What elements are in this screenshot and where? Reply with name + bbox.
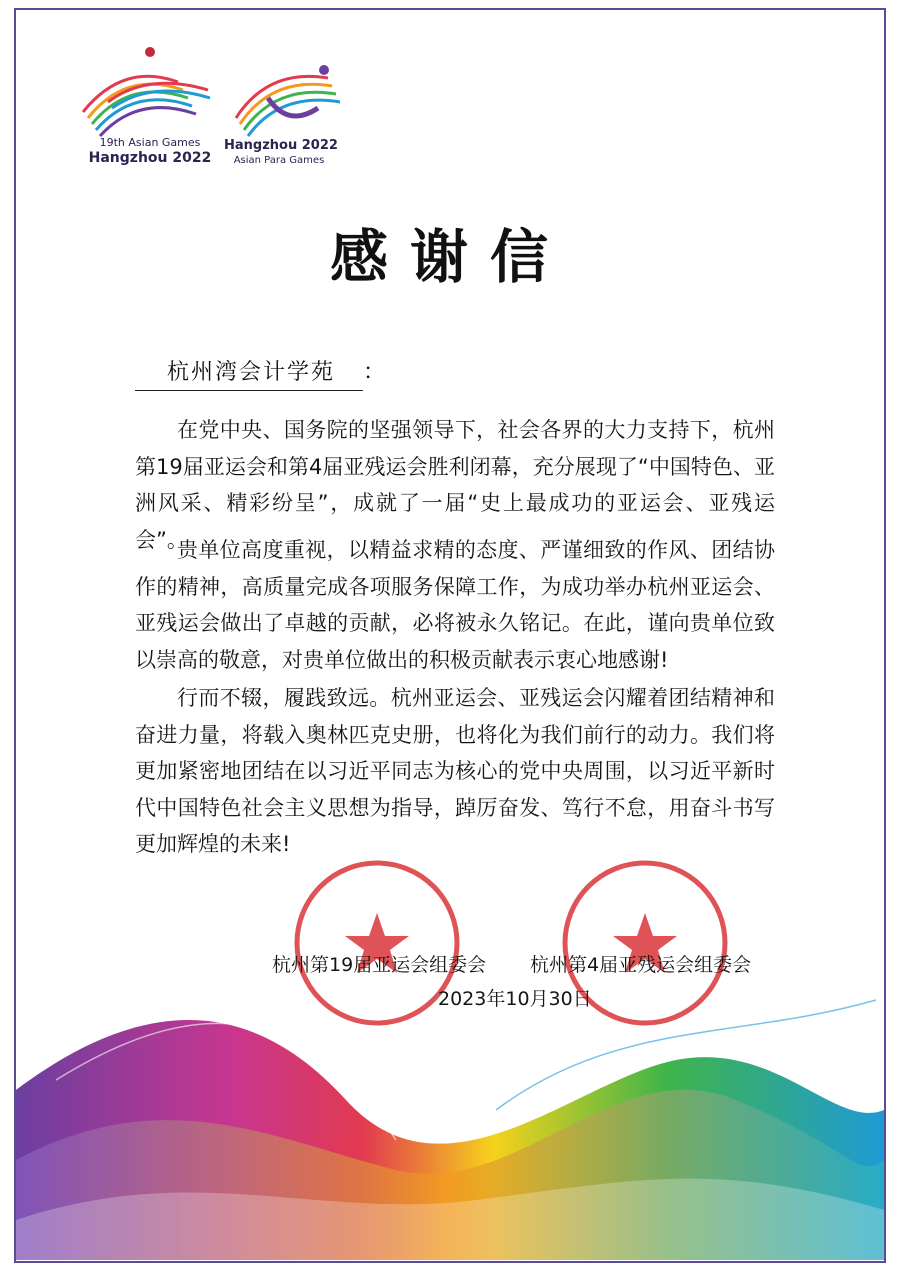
signature-org-asian-games: 杭州第19届亚运会组委会 [272, 954, 487, 976]
para-games-logo-line2: Asian Para Games [233, 155, 325, 166]
para-games-logo-line1: Hangzhou 2022 [224, 138, 338, 153]
para-games-logo-icon [228, 58, 348, 138]
paragraph-3: 行而不辍，履践致远。杭州亚运会、亚残运会闪耀着团结精神和奋进力量，将载入奥林匹克史册，也将化为我们前行的动力。我们将更加紧密地团结在以习近平同志为核心的党中央周围，以习近平新时代中国特色社会主义思想为指导，踔厉奋发、笃行不怠，用奋斗书写更加辉煌的未来! [135, 686, 775, 856]
letter-title: 感谢信 [329, 223, 570, 291]
official-seal-asian-games-icon [292, 858, 462, 1028]
recipient-line [135, 355, 385, 391]
paragraph-1: 在党中央、国务院的坚强领导下，社会各界的大力支持下，杭州第19届亚运会和第4届亚残运会胜利闭幕，充分展现了“中国特色、亚洲风采、精彩纷呈”，成就了一届“史上最成功的亚运会、亚残运会”。 [135, 418, 775, 552]
asian-games-logo-line2: Hangzhou 2022 [88, 150, 212, 166]
paragraph-2: 贵单位高度重视，以精益求精的态度、严谨细致的作风、团结协作的精神，高质量完成各项服务保障工作，为成功举办杭州亚运会、亚残运会做出了卓越的贡献，必将被永久铭记。在此，谨向贵单位致以崇高的敬意，对贵单位做出的积极贡献表示衷心地感谢! [135, 538, 775, 672]
asian-games-logo-line1: 19th Asian Games [99, 136, 201, 149]
signature-org-para-games: 杭州第4届亚残运会组委会 [530, 954, 752, 976]
asian-games-logo-icon [78, 42, 218, 142]
recipient-name: 杭州湾会计学苑 [135, 355, 363, 391]
recipient-colon: ： [363, 360, 386, 385]
signature-date: 2023年10月30日 [438, 988, 592, 1010]
